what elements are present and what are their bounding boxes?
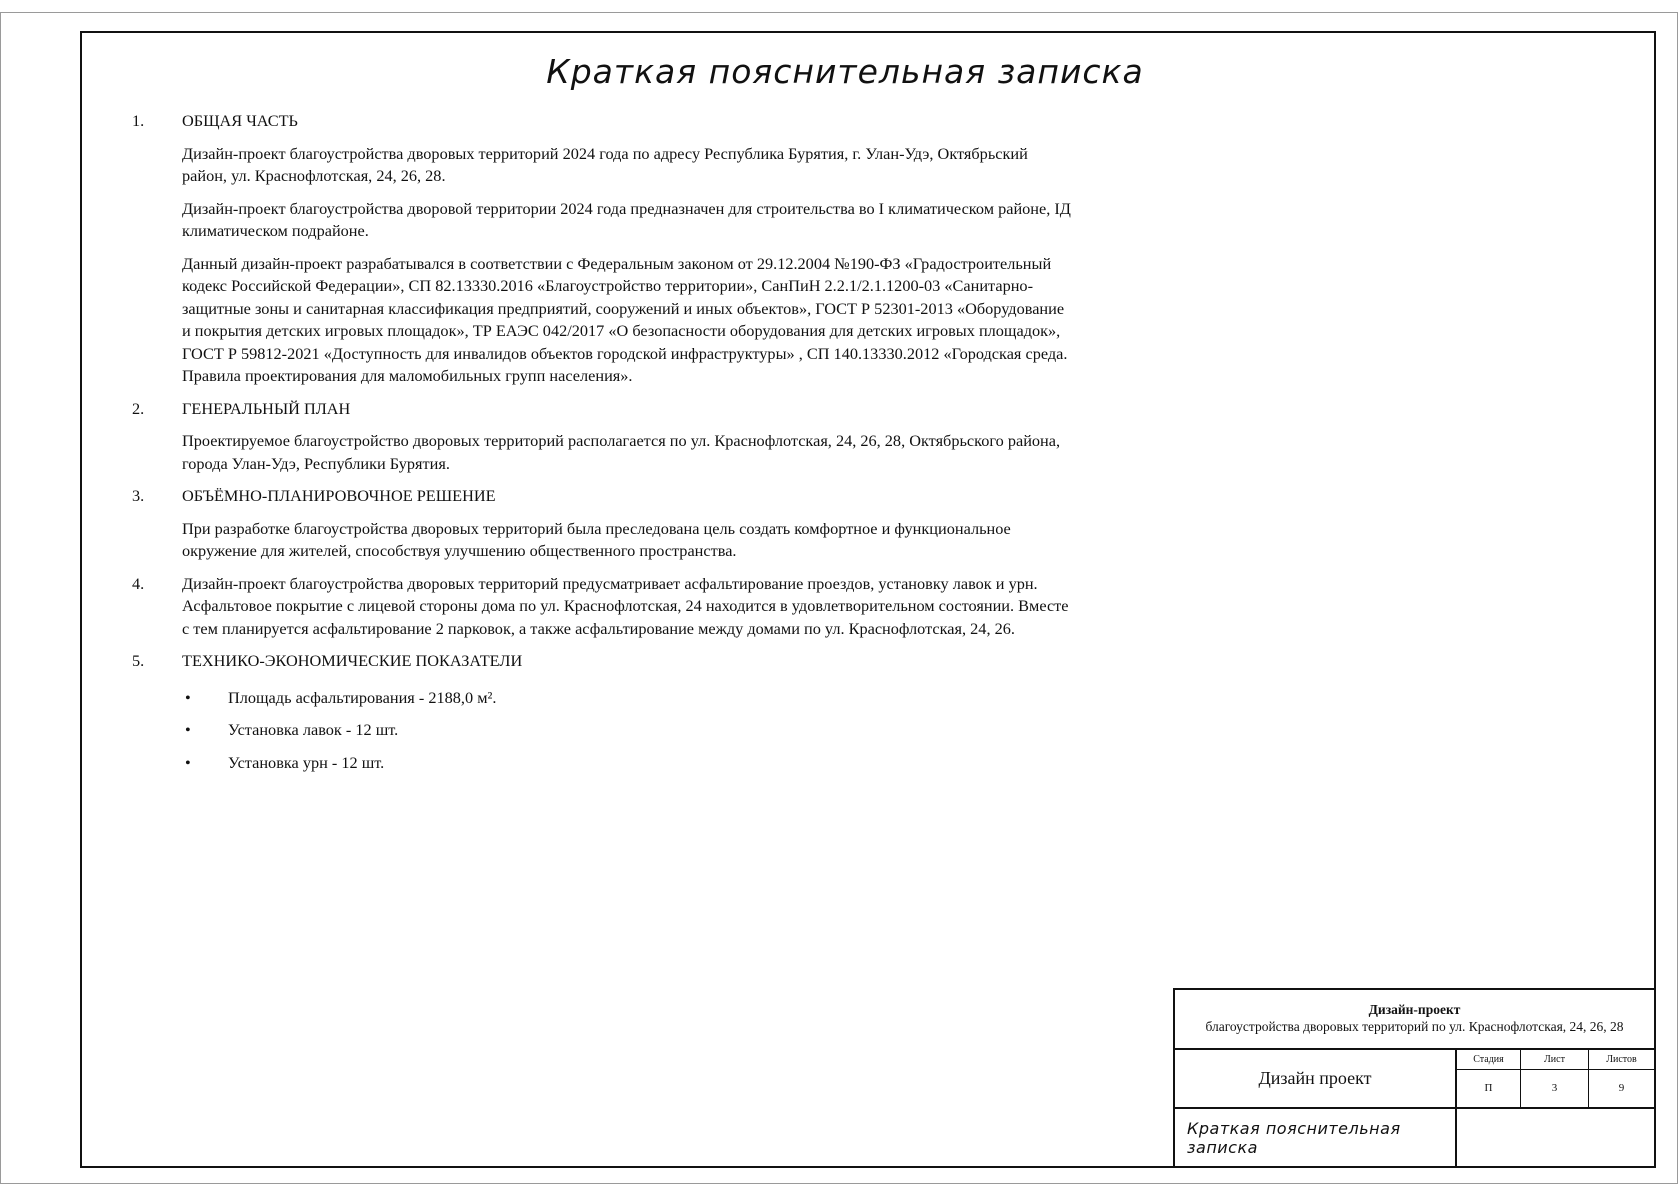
section-number: 2. <box>132 398 145 418</box>
paragraph: Дизайн-проект благоустройства дворовой территории 2024 года предназначен для строительства во I климатическом районе, IД климатическом подрайоне. <box>182 198 1071 240</box>
list-item-text: Установка урн - 12 шт. <box>228 752 385 772</box>
paragraph: Данный дизайн-проект разрабатывался в соответствии с Федеральным законом от 29.12.2004 №190-ФЗ «Градостроительный кодекс Российской Федерации», СП 82.13330.2016 «Благоустройство территории», СанПиН 2.2.1/2.1.1200-03 «Санитарно-защитные зоны и санитарная классификация предприятий, сооружений и иных объектов», ГОСТ Р 52301-2013 «Оборудование и покрытия детских игровых площадок», ТР ЕАЭС 042/2017 «О безопасности оборудования для детских игровых площадок», ГОСТ Р 59812-2021 «Доступность для инвалидов объектов городской инфраструктуры» , СП 140.13330.2012 «Городская среда. Правила проектирования для маломобильных групп населения». <box>182 253 1068 385</box>
stage-header: Стадия <box>1457 1050 1521 1070</box>
section-number: 5. <box>132 651 145 670</box>
section-number: 3. <box>132 486 145 505</box>
sheets-header: Листов <box>1589 1050 1654 1070</box>
section-title: ГЕНЕРАЛЬНЫЙ ПЛАН <box>182 398 351 418</box>
page-title: Краткая пояснительная записка <box>546 52 1144 91</box>
section-3-heading <box>132 485 1072 508</box>
list-item <box>132 752 1072 775</box>
section-1-heading <box>132 110 1072 133</box>
section-number: 4. <box>132 573 145 593</box>
section-title: ТЕХНИКО-ЭКОНОМИЧЕСКИЕ ПОКАЗАТЕЛИ <box>182 651 523 670</box>
title-block-project <box>1175 990 1654 1050</box>
document-body <box>132 110 1072 784</box>
project-subtitle: благоустройства дворовых территорий по ул. Краснофлотская, 24, 26, 28 <box>1205 1019 1624 1034</box>
list-item-text: Площадь асфальтирования - 2188,0 м². <box>228 687 497 707</box>
stage-name: Дизайн проект <box>1175 1050 1457 1109</box>
section-5-heading <box>132 650 1072 673</box>
section-2-heading <box>132 398 1072 421</box>
sheet-info-table <box>1457 1050 1654 1109</box>
title-block <box>1173 988 1656 1168</box>
section-4-item <box>132 573 1072 641</box>
section-number: 1. <box>132 111 145 130</box>
sheet-value: 3 <box>1521 1070 1589 1107</box>
section-title: ОБЪЁМНО-ПЛАНИРОВОЧНОЕ РЕШЕНИЕ <box>182 486 496 505</box>
bullet-icon: • <box>185 720 191 739</box>
paragraph: При разработке благоустройства дворовых территорий была преследована цель создать комфортное и функциональное окружение для жителей, способствуя улучшению общественного пространства. <box>182 518 1011 560</box>
bullet-icon: • <box>185 752 191 772</box>
sheet-header: Лист <box>1521 1050 1589 1070</box>
list-item <box>132 687 1072 710</box>
project-title: Дизайн-проект <box>1368 1002 1461 1017</box>
paragraph: Дизайн-проект благоустройства дворовых территорий предусматривает асфальтирование проездов, установку лавок и урн. Асфальтовое покрытие с лицевой стороны дома по ул. Краснофлотская, 24 находится в удовлетворительном состоянии. Вместе с тем планируется асфальтирование 2 парковок, а также асфальтирование между домами по ул. Краснофлотская, 24, 26. <box>182 573 1069 638</box>
section-title: ОБЩАЯ ЧАСТЬ <box>182 111 298 130</box>
bullet-icon: • <box>185 687 191 707</box>
paragraph: Дизайн-проект благоустройства дворовых территорий 2024 года по адресу Республика Бурятия, г. Улан-Удэ, Октябрьский район, ул. Краснофлотская, 24, 26, 28. <box>182 143 1028 185</box>
sheets-value: 9 <box>1618 1082 1625 1094</box>
list-item <box>132 719 1072 742</box>
paragraph: Проектируемое благоустройство дворовых территорий располагается по ул. Краснофлотская, 24, 26, 28, Октябрьского района, города Улан-Удэ, Республики Бурятия. <box>182 431 1061 473</box>
stage-value: П <box>1457 1070 1521 1107</box>
document-name: Краткая пояснительная записка <box>1175 1109 1457 1166</box>
list-item-text: Установка лавок - 12 шт. <box>228 720 399 739</box>
